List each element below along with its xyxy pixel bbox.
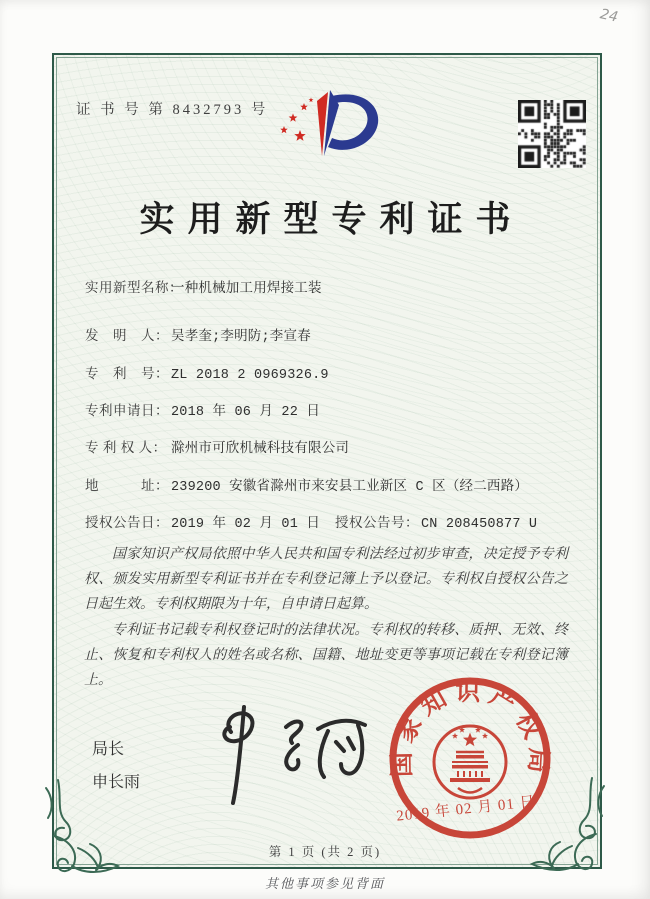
seal-date: 2019 年 02 月 01 日 [395,794,537,825]
field-row-patentee [85,436,349,457]
field-value: 2019 年 02 月 01 日 [171,517,321,532]
field-row-grant [85,511,567,532]
back-note: 其他事项参见背面 [264,876,385,891]
cnipa-logo-icon [278,86,398,178]
field-row-patent-no [85,362,329,383]
field-row-filing-date [85,399,320,420]
field-row-name [85,276,322,297]
field-value: 2018 年 06 月 22 日 [171,405,321,420]
pencil-mark: 24 [598,6,620,26]
national-emblem-icon [434,726,506,798]
field-row-inventors [85,324,311,345]
seal-text: 国家知识产权局 [388,678,552,781]
field-label: 地 址： [85,478,169,493]
grant-number-pair [335,511,537,532]
legal-paragraph-2: 专利证书记载专利权登记时的法律状况。专利权的转移、质押、无效、终止、恢复和专利权人的姓名或名称、国籍、地址变更等事项记载在专利登记簿上。 [84,622,568,688]
field-value: 吴孝奎;李明防;李宣春 [171,330,311,345]
field-value: 滁州市可欣机械科技有限公司 [171,442,350,457]
signature [198,700,383,812]
field-label: 授权公告日： [85,515,169,530]
signer-title: 局长 [92,741,125,758]
official-seal [378,666,564,852]
field-value: 239200 安徽省滁州市来安县工业新区 C 区（经二西路） [171,480,529,495]
qr-code [518,100,586,168]
field-value: ZL 2018 2 0969326.9 [171,368,329,383]
signer-name: 申长雨 [92,773,141,791]
field-label: 专 利 号： [85,366,169,381]
signer-block [92,734,140,800]
legal-paragraph-1: 国家知识产权局依照中华人民共和国专利法经过初步审查，决定授予专利权、颁发实用新型专利证书并在专利登记簿上予以登记。专利权自授权公告之日起生效。专利权期限为十年，自申请日起算。 [84,547,568,613]
field-value: CN 208450877 U [421,517,538,532]
certificate-number: 证 书 号 第 8432793 号 [76,102,269,118]
field-row-address [85,474,528,495]
field-label: 实用新型名称： [85,280,183,295]
field-label: 发 明 人： [85,328,169,343]
field-label: 专 利 权 人： [85,440,167,455]
page-indicator: 第 1 页 (共 2 页) [268,845,382,859]
certificate-title: 实用新型专利证书 [139,200,524,239]
field-label: 专利申请日： [85,403,169,418]
field-label: 授权公告号： [335,515,419,530]
field-value: 一种机械加工用焊接工装 [171,282,322,297]
